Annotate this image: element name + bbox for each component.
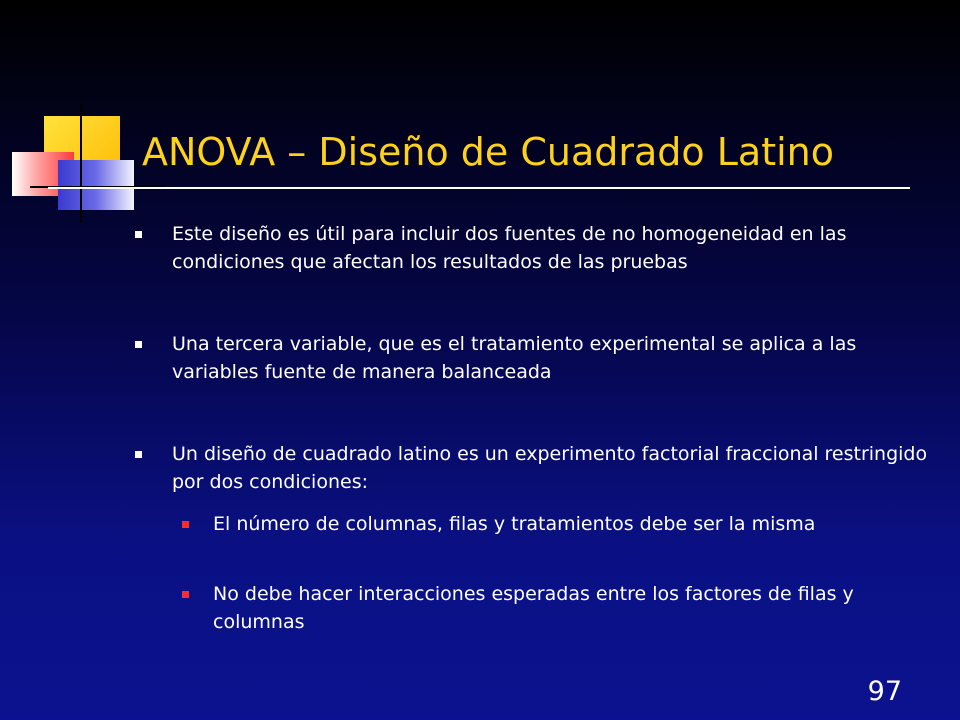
bullet-item (172, 440, 937, 496)
bullet-text: Este diseño es útil para incluir dos fuentes de no homogeneidad en las condiciones que afectan los resultados de las pruebas (172, 223, 847, 273)
slide-title: ANOVA – Diseño de Cuadrado Latino (142, 130, 834, 174)
bullet-square-icon (135, 341, 142, 348)
subbullet-square-icon (182, 591, 189, 598)
subbullet-text: El número de columnas, filas y tratamientos debe ser la misma (213, 513, 816, 535)
subbullet-square-icon (182, 521, 189, 528)
bullet-text: Una tercera variable, que es el tratamiento experimental se aplica a las variables fuente de manera balanceada (172, 333, 857, 383)
bullet-square-icon (135, 231, 142, 238)
bullet-item (172, 220, 937, 276)
subbullet-text: No debe hacer interacciones esperadas entre los factores de filas y columnas (213, 583, 854, 633)
page-number: 97 (867, 676, 902, 707)
subbullet-item (213, 510, 935, 538)
bullet-text: Un diseño de cuadrado latino es un experimento factorial fraccional restringido por dos condiciones: (172, 443, 928, 493)
bullet-square-icon (135, 451, 142, 458)
bullet-item (172, 330, 937, 386)
subbullet-item (213, 580, 935, 636)
